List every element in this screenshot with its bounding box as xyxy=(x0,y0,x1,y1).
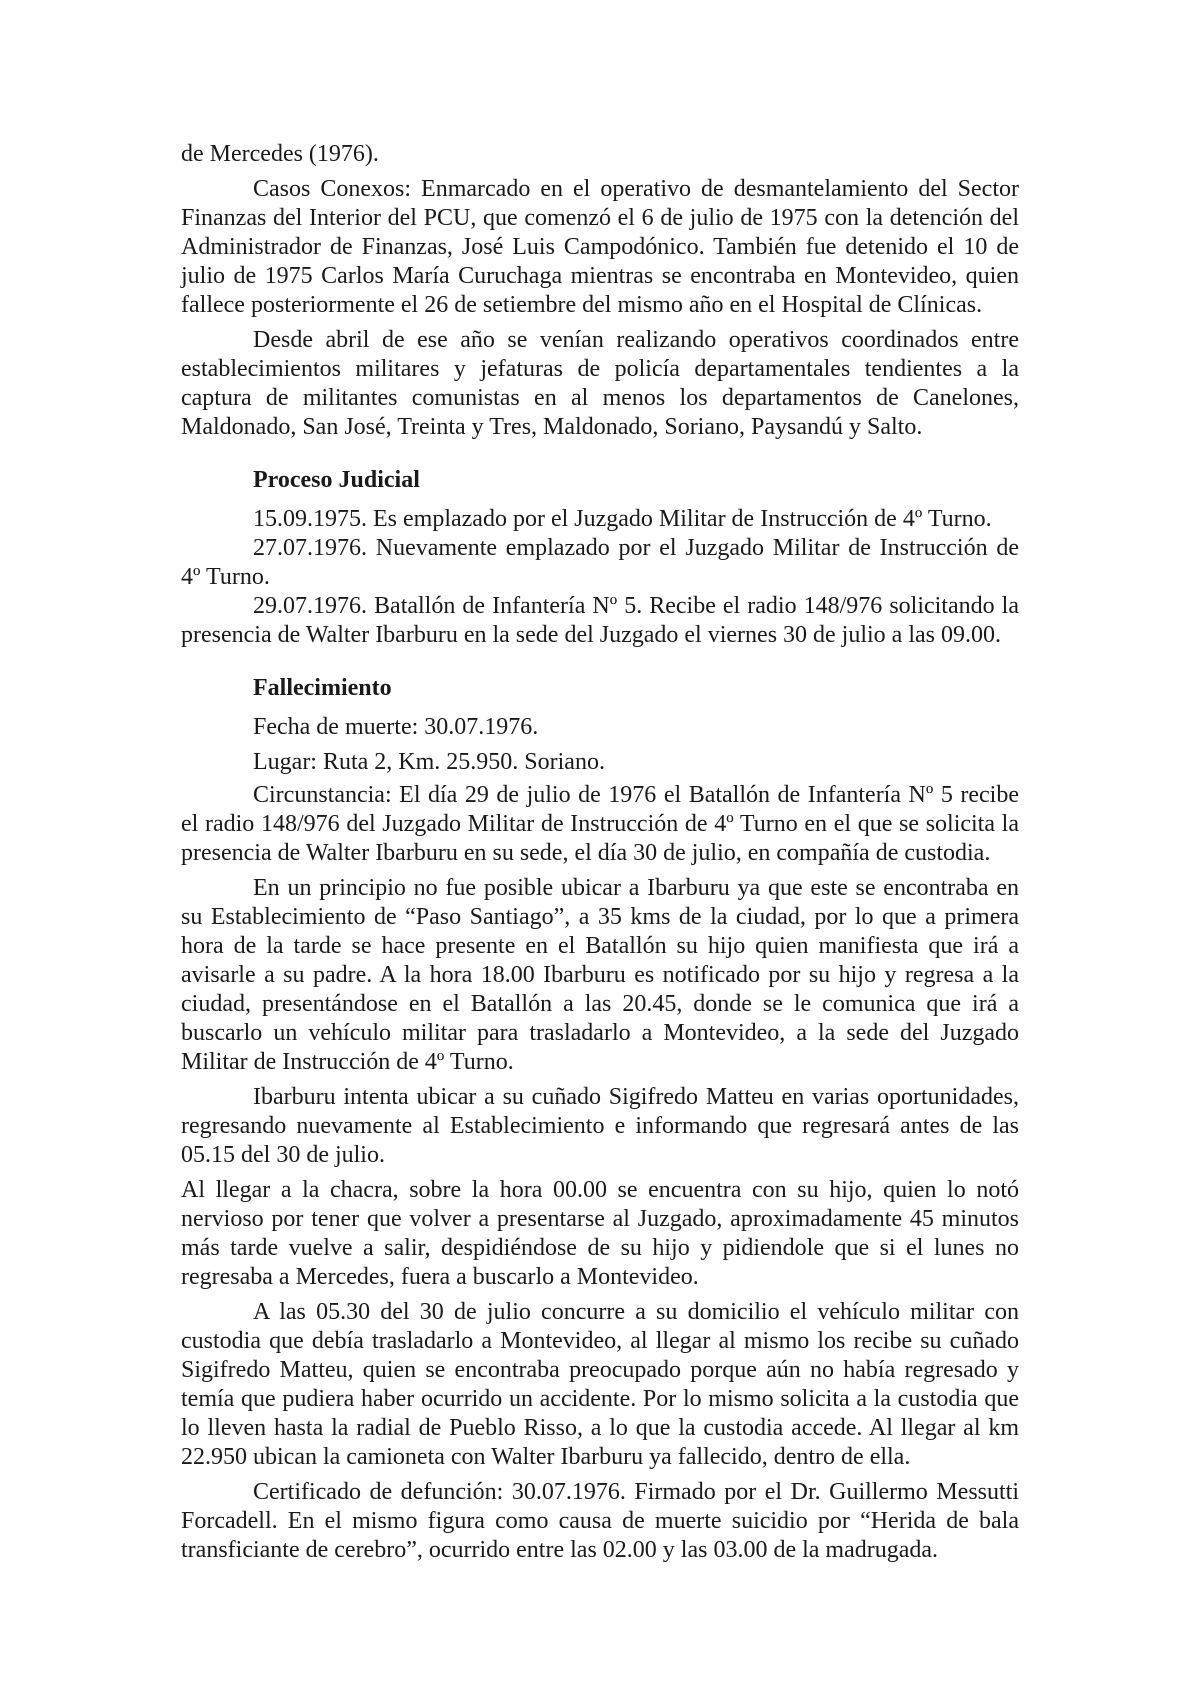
lugar: Lugar: Ruta 2, Km. 25.950. Soriano. xyxy=(253,749,605,775)
fecha-de-muerte: Fecha de muerte: 30.07.1976. xyxy=(253,714,539,740)
proceso-entry: 27.07.1976. Nuevamente emplazado por el Juzgado Militar de Instrucción de 4º Turno. xyxy=(181,535,1019,590)
fallecimiento-heading: Fallecimiento xyxy=(253,675,392,701)
operativos-paragraph: Desde abril de ese año se venían realizando operativos coordinados entre establecimientos militares y jefaturas de policía departamentales tendientes a la captura de militantes comunistas en al menos los departamentos de Canelones, Maldonado, San José, Treinta y Tres, Maldonado, Soriano, Paysandú y Salto. xyxy=(181,327,1019,440)
chacra-paragraph: Al llegar a la chacra, sobre la hora 00.00 se encuentra con su hijo, quien lo notó nervioso por tener que volver a presentarse al Juzgado, aproximadamente 45 minutos más tarde vuelve a salir, despidiéndose de su hijo y pidiendole que si el lunes no regresaba a Mercedes, fuera a buscarlo a Montevideo. xyxy=(181,1177,1019,1290)
proceso-judicial-heading: Proceso Judicial xyxy=(253,467,420,493)
intro-continuation: de Mercedes (1976). xyxy=(181,141,379,167)
circunstancia-paragraph: Circunstancia: El día 29 de julio de 1976 el Batallón de Infantería Nº 5 recibe el radio 148/976 del Juzgado Militar de Instrucción de 4º Turno en el que se solicita la presencia de Walter Ibarburu en su sede, el día 30 de julio, en compañía de custodia. xyxy=(181,782,1019,866)
certificado-paragraph: Certificado de defunción: 30.07.1976. Firmado por el Dr. Guillermo Messutti Forcadell. En el mismo figura como causa de muerte suicidio por “Herida de bala transficiante de cerebro”, ocurrido entre las 02.00 y las 03.00 de la madrugada. xyxy=(181,1479,1019,1563)
casos-conexos-paragraph: Casos Conexos: Enmarcado en el operativo de desmantelamiento del Sector Finanzas del Interior del PCU, que comenzó el 6 de julio de 1975 con la detención del Administrador de Finanzas, José Luis Campodónico. También fue detenido el 10 de julio de 1975 Carlos María Curuchaga mientras se encontraba en Montevideo, quien fallece posteriormente el 26 de setiembre del mismo año en el Hospital de Clínicas. xyxy=(181,176,1019,318)
domicilio-paragraph: A las 05.30 del 30 de julio concurre a su domicilio el vehículo militar con custodia que debía trasladarlo a Montevideo, al llegar al mismo los recibe su cuñado Sigifredo Matteu, quien se encontraba preocupado porque aún no había regresado y temía que pudiera haber ocurrido un accidente. Por lo mismo solicita a la custodia que lo lleven hasta la radial de Pueblo Risso, a lo que la custodia accede. Al llegar al km 22.950 ubican la camioneta con Walter Ibarburu ya fallecido, dentro de ella. xyxy=(181,1299,1019,1470)
proceso-entry: 29.07.1976. Batallón de Infantería Nº 5. Recibe el radio 148/976 solicitando la presencia de Walter Ibarburu en la sede del Juzgado el viernes 30 de julio a las 09.00. xyxy=(181,593,1019,648)
principio-paragraph: En un principio no fue posible ubicar a Ibarburu ya que este se encontraba en su Establecimiento de “Paso Santiago”, a 35 kms de la ciudad, por lo que a primera hora de la tarde se hace presente en el Batallón su hijo quien manifiesta que irá a avisarle a su padre. A la hora 18.00 Ibarburu es notificado por su hijo y regresa a la ciudad, presentándose en el Batallón a las 20.45, donde se le comunica que irá a buscarlo un vehículo militar para trasladarlo a Montevideo, a la sede del Juzgado Militar de Instrucción de 4º Turno. xyxy=(181,875,1019,1075)
cunado-paragraph: Ibarburu intenta ubicar a su cuñado Sigifredo Matteu en varias oportunidades, regresando nuevamente al Establecimiento e informando que regresará antes de las 05.15 del 30 de julio. xyxy=(181,1084,1019,1168)
document-page xyxy=(181,140,1019,1565)
proceso-entry: 15.09.1975. Es emplazado por el Juzgado Militar de Instrucción de 4º Turno. xyxy=(253,506,992,532)
